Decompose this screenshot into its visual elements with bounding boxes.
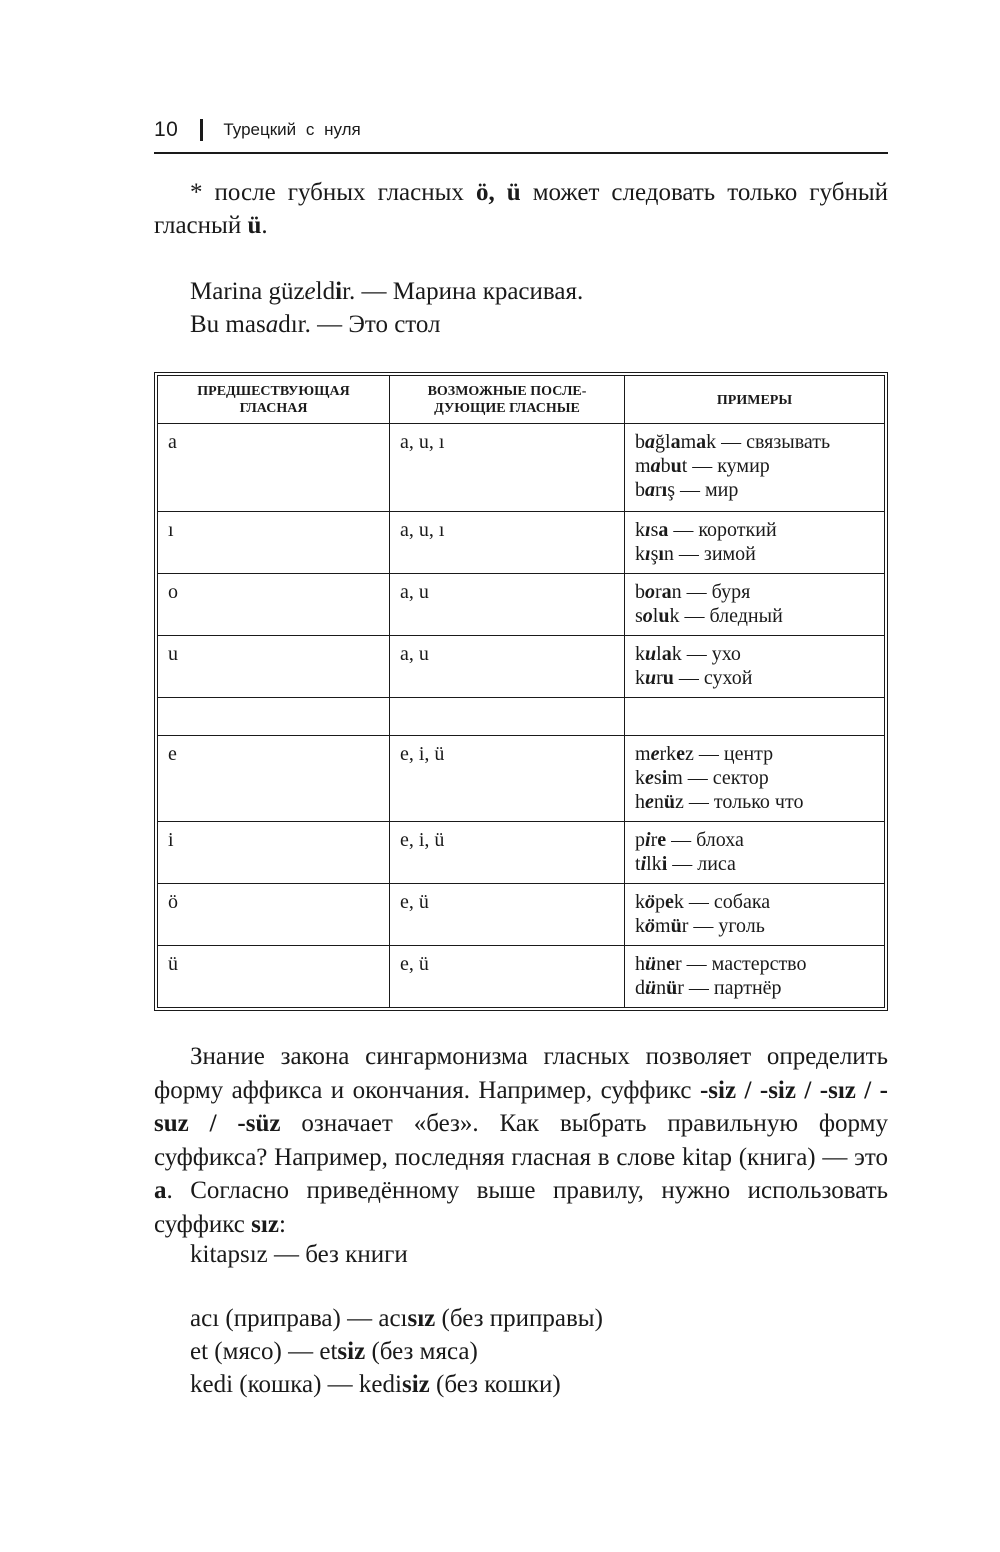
text-segment: r — партнёр [677, 977, 782, 999]
body-paragraph [154, 1040, 888, 1242]
emphasis-segment: a [265, 311, 279, 338]
note-text: * после губных гласных [190, 179, 476, 206]
cell-following-vowels: a, u [390, 636, 625, 698]
emphasis-segment [645, 791, 654, 813]
emphasis-bold-italic: a [645, 479, 655, 501]
page-header [154, 116, 888, 144]
text-segment: — лиса [667, 853, 736, 875]
emphasis-segment [645, 891, 655, 913]
emphasis-segment [645, 479, 655, 501]
cell-preceding-vowel: ı [158, 512, 390, 574]
table-row [158, 946, 885, 1008]
emphasis-segment: a [661, 581, 672, 603]
emphasis-bold-italic: i [640, 853, 647, 875]
table-row [158, 822, 885, 884]
text-segment: d [635, 977, 645, 999]
text-segment: ş [650, 543, 659, 565]
note-vowels-bold: ö, ü [475, 179, 521, 206]
emphasis-segment: e [304, 278, 316, 305]
text-segment: r [655, 581, 662, 603]
emphasis-segment: ü [666, 977, 678, 999]
emphasis-segment: a [154, 1177, 167, 1205]
emphasis-segment: ı [661, 479, 668, 501]
text-segment: r [656, 667, 663, 689]
emphasis-bold-italic: o [642, 605, 653, 627]
emphasis-bold-italic: ö [645, 915, 655, 937]
cell-examples [625, 884, 885, 946]
cell-examples [625, 636, 885, 698]
affix-example [190, 1238, 888, 1271]
emphasis-bold-italic: i [645, 829, 651, 851]
text-segment: p [635, 829, 645, 851]
emphasis-bold-italic: ı [645, 519, 651, 541]
example-word [635, 852, 874, 876]
text-segment: b [660, 455, 671, 477]
text-segment: kitapsız — без книги [190, 1241, 408, 1268]
cell-preceding-vowel: i [158, 822, 390, 884]
emphasis-segment: a [658, 519, 669, 541]
text-segment: k — ухо [671, 643, 741, 665]
cell-following-vowels: e, ü [390, 946, 625, 1008]
cell-preceding-vowel: a [158, 424, 390, 512]
emphasis-bold-italic: e [650, 743, 660, 765]
table-row [158, 636, 885, 698]
text-segment: k [635, 643, 645, 665]
running-title: Турецкий с нуля [223, 120, 361, 139]
text-segment: l [652, 605, 659, 627]
cell-examples [625, 698, 885, 736]
note-text: . [261, 212, 268, 239]
text-segment: m [680, 431, 697, 453]
emphasis-segment [645, 643, 656, 665]
cell-following-vowels: a, u, ı [390, 512, 625, 574]
emphasis-segment: siz [337, 1338, 366, 1365]
example-word [635, 642, 874, 666]
text-segment: k [635, 767, 645, 789]
cell-following-vowels: e, ü [390, 884, 625, 946]
text-segment: — блоха [666, 829, 744, 851]
example-word [635, 454, 874, 478]
text-segment: rk [659, 743, 677, 765]
vowel-harmony-table-frame [154, 372, 888, 1011]
text-segment: z — только что [675, 791, 804, 813]
emphasis-bold-italic: a [650, 455, 661, 477]
cell-following-vowels: e, i, ü [390, 822, 625, 884]
emphasis-bold-italic: e [645, 791, 654, 813]
text-segment: m — сектор [667, 767, 769, 789]
emphasis-segment: e [665, 891, 674, 913]
cell-preceding-vowel: o [158, 574, 390, 636]
text-segment: t — кумир [681, 455, 770, 477]
table-row [158, 512, 885, 574]
text-segment: m [635, 743, 651, 765]
text-segment: k [635, 543, 645, 565]
example-word [635, 542, 874, 566]
emphasis-segment [645, 767, 654, 789]
emphasis-bold-italic: u [645, 643, 657, 665]
emphasis-bold-italic: u [645, 667, 657, 689]
emphasis-segment: e [676, 743, 686, 765]
example-word [635, 828, 874, 852]
note-paragraph [154, 176, 888, 242]
text-segment: kedi (кошка) — kedi [190, 1371, 402, 1398]
emphasis-segment: ı [658, 543, 664, 565]
table-body [158, 424, 885, 1008]
text-segment: k — связывать [706, 431, 831, 453]
text-segment: Marina güz [190, 278, 305, 305]
example-sentence [190, 308, 888, 341]
text-segment: n — буря [671, 581, 751, 603]
header-separator [200, 119, 203, 141]
cell-examples [625, 512, 885, 574]
text-segment: s [650, 519, 659, 541]
affix-example [190, 1368, 888, 1401]
table-header-row [158, 376, 885, 424]
emphasis-bold-italic: ö [645, 891, 655, 913]
emphasis-segment: a [661, 643, 672, 665]
text-segment: p [655, 891, 665, 913]
cell-following-vowels: e, i, ü [390, 736, 625, 822]
cell-preceding-vowel [158, 698, 390, 736]
example-word [635, 604, 874, 628]
text-segment: acı (приправа) — acı [190, 1305, 408, 1332]
text-segment: m [655, 915, 671, 937]
text-segment: h [635, 953, 645, 975]
emphasis-segment [645, 667, 656, 689]
emphasis-segment: e [666, 953, 676, 975]
emphasis-bold-italic: o [645, 581, 655, 603]
text-segment: Bu mas [190, 311, 266, 338]
note-text: может следовать только губный гласный [154, 179, 889, 239]
text-segment: : [278, 1210, 286, 1238]
cell-preceding-vowel: ö [158, 884, 390, 946]
emphasis-segment [645, 977, 656, 999]
text-segment: — короткий [668, 519, 777, 541]
affix-example [190, 1302, 888, 1335]
emphasis-segment: u [658, 605, 670, 627]
table-row [158, 698, 885, 736]
emphasis-segment [645, 581, 655, 603]
cell-preceding-vowel: u [158, 636, 390, 698]
example-word [635, 766, 874, 790]
emphasis-segment [645, 915, 655, 937]
cell-following-vowels: a, u [390, 574, 625, 636]
text-segment: r. — Марина красивая. [342, 278, 584, 305]
column-header-following-vowels: ВОЗМОЖНЫЕ ПОСЛЕ-ДУЮЩИЕ ГЛАСНЫЕ [390, 376, 625, 424]
table-row [158, 736, 885, 822]
table-row [158, 424, 885, 512]
example-word [635, 580, 874, 604]
cell-examples [625, 946, 885, 1008]
table-row [158, 884, 885, 946]
emphasis-bold-italic: ı [645, 543, 651, 565]
text-segment: k [635, 891, 645, 913]
emphasis-segment [643, 605, 653, 627]
emphasis-segment: e [657, 829, 667, 851]
cell-examples [625, 736, 885, 822]
text-segment: s [635, 605, 643, 627]
emphasis-segment: a [670, 431, 681, 453]
text-segment: k [635, 519, 645, 541]
example-word [635, 914, 874, 938]
example-word [635, 430, 874, 454]
emphasis-segment: i [661, 853, 668, 875]
text-segment: означает «без». Как выбрать правильную форму суффикса? Например, последняя гласная в слове kitap (книга) — это [154, 1110, 888, 1171]
text-segment: t [635, 853, 641, 875]
text-segment: m [635, 455, 651, 477]
example-word [635, 890, 874, 914]
text-segment: ld [315, 278, 336, 305]
cell-examples [625, 822, 885, 884]
text-segment: k [635, 667, 645, 689]
text-segment: (без мяса) [365, 1338, 478, 1365]
emphasis-segment [651, 455, 661, 477]
emphasis-bold-italic: ü [645, 953, 657, 975]
text-segment: lk [646, 853, 662, 875]
text-segment: r [655, 479, 662, 501]
emphasis-bold-italic: ü [645, 977, 657, 999]
emphasis-segment [645, 953, 656, 975]
text-segment: (без кошки) [429, 1371, 561, 1398]
cell-following-vowels [390, 698, 625, 736]
example-word [635, 666, 874, 690]
text-segment: s [653, 767, 662, 789]
page-number: 10 [154, 118, 179, 141]
text-segment: ş — мир [667, 479, 739, 501]
text-segment: et (мясо) — et [190, 1338, 338, 1365]
text-segment: k — бледный [669, 605, 783, 627]
cell-examples [625, 424, 885, 512]
emphasis-segment: u [662, 667, 674, 689]
text-segment: dır. — Это стол [278, 311, 441, 338]
emphasis-segment: sız [407, 1305, 436, 1332]
column-header-examples: ПРИМЕРЫ [625, 376, 885, 424]
emphasis-segment: siz [401, 1371, 430, 1398]
emphasis-segment: ü [670, 915, 682, 937]
emphasis-segment: i [661, 767, 668, 789]
text-segment: Знание закона сингармонизма гласных позволяет определить форму аффикса и окончания. Например, суффикс [154, 1043, 888, 1104]
text-segment: r — уголь [681, 915, 765, 937]
header-rule [154, 152, 888, 154]
emphasis-bold-italic: a [645, 431, 655, 453]
cell-examples [625, 574, 885, 636]
emphasis-segment: sız [251, 1210, 279, 1238]
emphasis-segment: -siz / -siz / -sız / -suz / -süz [154, 1076, 889, 1138]
text-segment: b [635, 581, 645, 603]
example-word [635, 976, 874, 1000]
text-segment: r — мастерство [675, 953, 807, 975]
example-word [635, 742, 874, 766]
text-segment: n [653, 791, 664, 813]
text-segment: n [656, 977, 667, 999]
text-segment: ğl [655, 431, 671, 453]
example-word [635, 790, 874, 814]
text-segment: b [635, 431, 645, 453]
example-sentences [154, 275, 888, 341]
example-word [635, 952, 874, 976]
cell-preceding-vowel: e [158, 736, 390, 822]
example-sentence [190, 275, 888, 308]
text-segment: n — зимой [663, 543, 756, 565]
affix-example-list [154, 1238, 888, 1271]
text-segment: k — собака [673, 891, 771, 913]
emphasis-bold-italic: e [645, 767, 654, 789]
text-segment: r [650, 829, 658, 851]
emphasis-segment: ü [663, 791, 676, 813]
text-segment: h [635, 791, 645, 813]
text-segment: (без приправы) [435, 1305, 603, 1332]
vowel-harmony-table [157, 375, 885, 1008]
emphasis-segment [645, 431, 655, 453]
affix-example [190, 1335, 888, 1368]
text-segment: l [656, 643, 662, 665]
text-segment: n [656, 953, 667, 975]
table-row [158, 574, 885, 636]
emphasis-segment: i [335, 278, 343, 305]
text-segment: . Согласно приведённому выше правилу, нужно использовать суффикс [154, 1177, 888, 1238]
text-segment: z — центр [685, 743, 774, 765]
column-header-preceding-vowel: ПРЕДШЕСТВУЮЩАЯ ГЛАСНАЯ [158, 376, 390, 424]
emphasis-segment: a [696, 431, 707, 453]
example-word [635, 518, 874, 542]
text-segment: b [635, 479, 645, 501]
text-segment: k [635, 915, 645, 937]
affix-example-list [154, 1302, 888, 1401]
cell-preceding-vowel: ü [158, 946, 390, 1008]
note-vowel-bold: ü [247, 212, 262, 239]
cell-following-vowels: a, u, ı [390, 424, 625, 512]
example-word [635, 478, 874, 502]
text-segment: — сухой [673, 667, 753, 689]
emphasis-segment: u [670, 455, 682, 477]
